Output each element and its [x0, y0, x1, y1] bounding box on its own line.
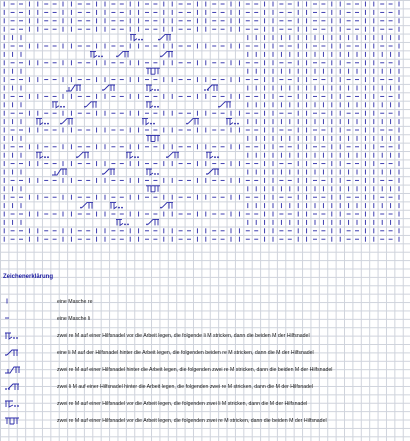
cable-back-2-2-purl-glyph [5, 367, 20, 373]
chart-row [4, 60, 399, 65]
cable-back-icon [3, 347, 43, 359]
chart-row [4, 102, 399, 108]
chart-row [4, 237, 399, 242]
chart-row [4, 68, 399, 74]
cable-back-1-2-symbol [84, 102, 97, 108]
cable-front-2-1-purl-symbol [126, 152, 139, 158]
cable-back-1-2-glyph [5, 350, 18, 356]
legend-text-cable-6: zwei re M auf einer Hilfsnadel vor die Arbeit legen, die folgenden zwei re M stricken, dann die beiden M der Hilfsnadel [57, 418, 327, 424]
cable-front-2-1-purl-glyph [5, 333, 18, 339]
chart-row [4, 44, 399, 49]
cable-front-knit-icon [3, 415, 43, 427]
cable-back-1-2-symbol [206, 169, 219, 175]
legend-text-cable-2: eine li M auf der Hilfsnadel hinter die Arbeit legen, die folgenden beiden re M stricken, dann die M der Hilfsnadel [57, 350, 314, 356]
legend-row-cable-5 [0, 398, 410, 412]
chart-row [4, 161, 399, 166]
chart-row [4, 144, 399, 149]
cable-front-2-1-purl-symbol [116, 219, 129, 225]
chart-row [4, 169, 399, 175]
chart-row [4, 219, 399, 225]
legend-row-knit [0, 296, 410, 310]
cable-back-2-2-purl-symbol [52, 169, 67, 175]
legend-text-cable-4: zwei li M auf einer Hilfsnadel hinter die Arbeit legen, die folgenden zwei re M stricken, dann die M der Hilfsnadel [57, 384, 314, 390]
cable-back-1-2-symbol [146, 219, 159, 225]
chart-row [4, 51, 399, 57]
cable-front-2-1-purl-symbol [146, 85, 159, 91]
chart-row [4, 85, 399, 91]
cable-front-icon [3, 330, 43, 342]
chart-row [4, 212, 399, 217]
cable-front-2-1-purl-symbol [146, 169, 159, 175]
cable-back-1-2-symbol [158, 35, 171, 41]
cable-front-2-1-purl-symbol [52, 102, 65, 108]
cable-back-2-2-purl-symbol [66, 85, 81, 91]
chart-row [4, 135, 399, 141]
cable-back-wide-icon [3, 364, 43, 376]
legend-text-knit: eine Masche re [57, 299, 93, 305]
cable-front-2-1-purl-symbol [130, 35, 143, 41]
legend-row-cable-2 [0, 347, 410, 361]
legend-text-cable-1: zwei re M auf einer Hilfsnadel vor die Arbeit legen, die folgende li M stricken, dann die beiden M der Hilfsnadel [57, 333, 310, 339]
cable-back-1-2-symbol [102, 169, 115, 175]
legend-title: Zeichenerklärung [3, 274, 54, 280]
chart-row [4, 119, 399, 125]
legend-row-cable-3 [0, 364, 410, 378]
cable-front-2-2-knit-glyph [5, 418, 19, 424]
legend-row-cable-1 [0, 330, 410, 344]
cable-back-1-2-symbol [102, 85, 115, 91]
cable-front-2-2-glyph [5, 401, 19, 407]
chart-row [4, 203, 399, 209]
chart-row [4, 77, 399, 82]
chart-row [4, 186, 399, 192]
chart-row [4, 27, 399, 32]
cable-front-wide-icon [3, 398, 43, 410]
chart-row [4, 94, 399, 99]
chart-row [4, 2, 399, 7]
legend-text-cable-5: zwei re M auf einer Hilfsnadel vor die Arbeit legen, die folgenden zwei li M stricken, dann die M der Hilfsnadel [57, 401, 308, 407]
chart-row [4, 178, 399, 183]
cable-front-2-1-purl-symbol [226, 119, 239, 125]
cable-front-2-2-knit-symbol [146, 135, 160, 141]
chart-row [4, 195, 399, 200]
cable-back-purl-icon [3, 381, 43, 393]
cable-front-2-1-purl-symbol [206, 152, 219, 158]
cable-back-1-2-symbol [160, 203, 173, 209]
legend-row-purl [0, 313, 410, 327]
legend-text-cable-3: zwei re M auf einer Hilfsnadel hinter die Arbeit legen, die folgenden zwei re M stricken, dann die beiden M der Hilfsnadel [57, 367, 333, 373]
cable-back-1-2-symbol [76, 152, 89, 158]
cable-front-2-1-purl-symbol [110, 203, 123, 209]
knit-stitch-icon [3, 296, 43, 308]
cable-front-2-2-knit-symbol [146, 186, 160, 192]
cable-back-1-2-symbol [186, 119, 199, 125]
legend-text-purl: eine Masche li [57, 316, 91, 322]
cable-back-1-2-symbol [160, 51, 173, 57]
chart-row [4, 10, 399, 15]
cable-back-1-2-symbol [60, 119, 73, 125]
cable-front-2-2-knit-symbol [146, 68, 160, 74]
purl-stitch-icon [3, 313, 43, 325]
cable-back-1-2-symbol [218, 102, 231, 108]
chart-row [4, 18, 399, 23]
chart-row [4, 111, 399, 116]
cable-front-2-1-purl-symbol [90, 51, 103, 57]
cable-back-1-2-symbol [166, 152, 179, 158]
cable-front-2-1-purl-symbol [36, 152, 49, 158]
cable-front-2-1-purl-symbol [36, 119, 49, 125]
legend-row-cable-6 [0, 415, 410, 429]
cable-back-2-2-glyph [5, 384, 19, 390]
cable-back-1-2-symbol [116, 51, 129, 57]
chart-row [4, 152, 399, 158]
cable-back-2-2-symbol [204, 85, 218, 91]
cable-front-2-1-purl-symbol [142, 119, 155, 125]
chart-row [4, 228, 399, 233]
chart-row [4, 35, 399, 41]
chart-row [4, 128, 399, 133]
cable-back-1-2-symbol [80, 203, 93, 209]
legend-row-cable-4 [0, 381, 410, 395]
cable-front-2-1-purl-symbol [146, 102, 159, 108]
